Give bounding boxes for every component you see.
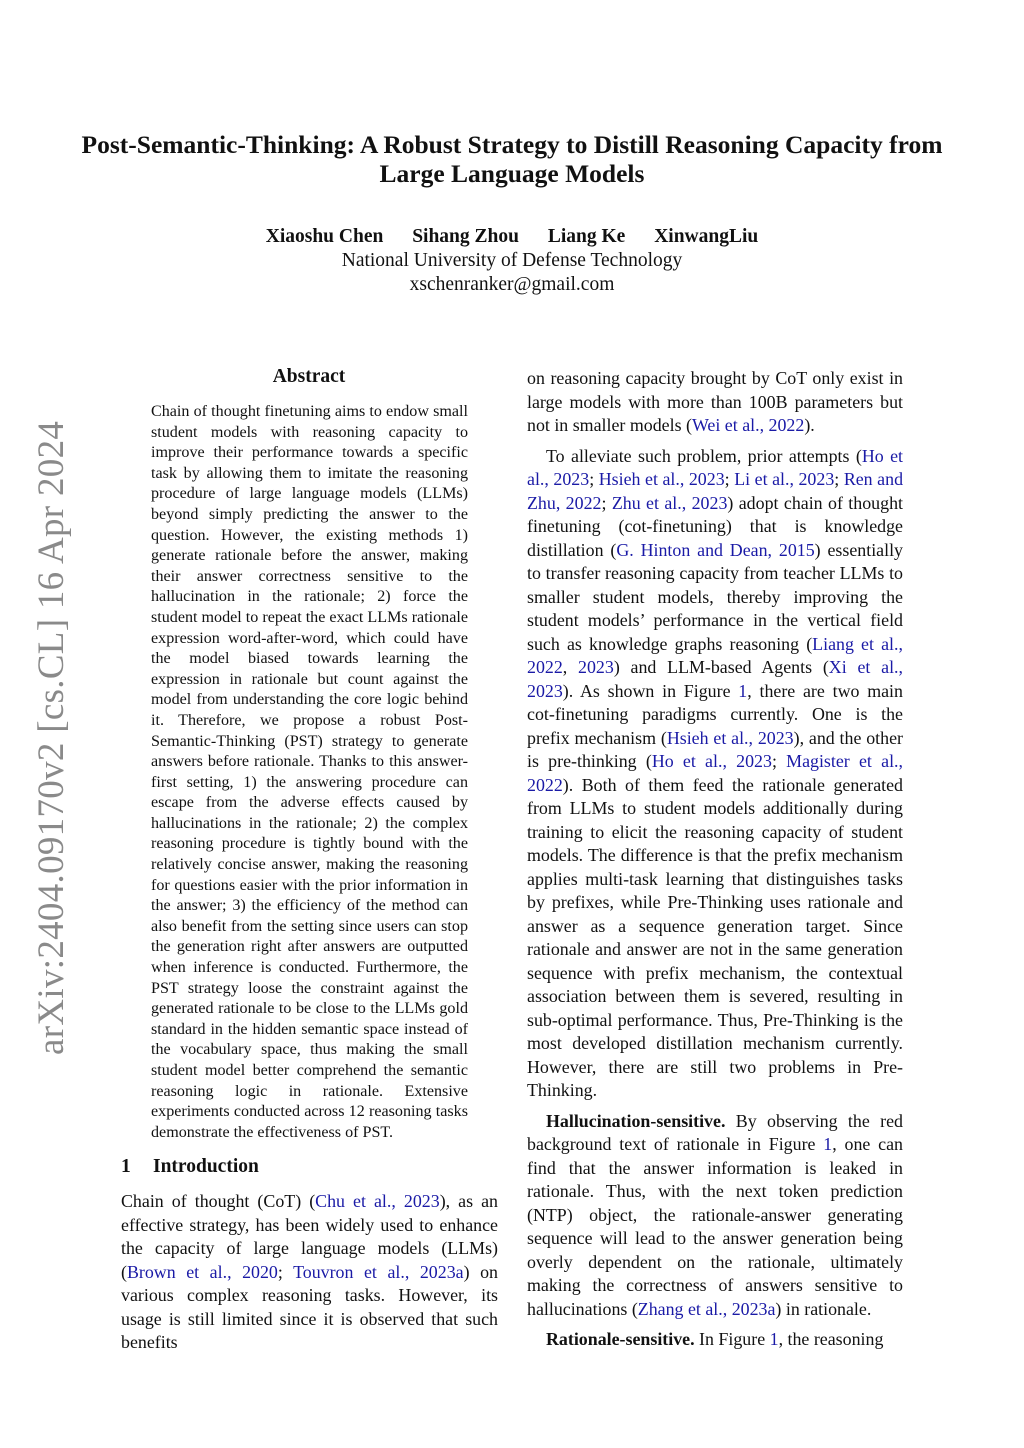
section-heading-introduction: [121, 1156, 259, 1178]
arxiv-identifier-stamp: arXiv:2404.09170v2 [cs.CL] 16 Apr 2024: [31, 420, 72, 1055]
author-name: Xiaoshu Chen: [265, 226, 384, 247]
run-in-heading: Rationale-sensitive.: [546, 1329, 695, 1349]
citation-link[interactable]: Wei et al., 2022: [691, 415, 805, 435]
paragraph: To alleviate such problem, prior attempts (Ho et al., 2023; Hsieh et al., 2023; Li et al., 2023; Ren and Zhu, 2022; Zhu et al., 2023) adopt chain of thought finetuning (cot-finetuning) that is knowledge distillation (G. Hinton and Dean, 2015) essentially to transfer reasoning capacity from teacher LLMs to smaller student models, thereby improving the student models’ performance in the vertical field such as knowledge graphs reasoning (Liang et al., 2022, 2023) and LLM-based Agents (Xi et al., 2023). As shown in Figure 1, there are two main cot-finetuning paradigms currently. One is the prefix mechanism (Hsieh et al., 2023), and the other is pre-thinking (Ho et al., 2023; Magister et al., 2022). Both of them feed the rationale generated from LLMs to student models additionally during training to elicit the reasoning capacity of student models. The difference is that the prefix mechanism applies multi-task learning that distinguishes tasks by prefixes, while Pre-Thinking uses rationale and answer as a sequence generation target. Since rationale and answer are not in the same generation sequence with prefix mechanism, the contextual association between them is severed, resulting in sub-optimal performance. Thus, Pre-Thinking is the most developed distillation mechanism currently. However, there are still two problems in Pre-Thinking.: [527, 445, 904, 1100]
figure-reference-link[interactable]: 1: [769, 1329, 779, 1349]
figure-reference-link[interactable]: 1: [823, 1134, 833, 1154]
abstract-heading: Abstract: [272, 366, 346, 387]
citation-link[interactable]: Hsieh et al., 2023: [666, 727, 794, 748]
citation-link[interactable]: Ho et al., 2023: [651, 751, 772, 771]
citation-link[interactable]: Chu et al., 2023: [315, 1191, 440, 1211]
contact-email[interactable]: xschenranker@gmail.com: [409, 274, 615, 295]
citation-link[interactable]: Li et al., 2023: [734, 469, 835, 489]
author-list: [0, 226, 1024, 248]
right-column: [527, 367, 903, 1352]
author-name: Sihang Zhou: [412, 226, 519, 247]
paragraph: Chain of thought (CoT) (Chu et al., 2023), as an effective strategy, has been widely used to enhance the capacity of large language models (LLMs) (Brown et al., 2020; Touvron et al., 2023a) on various complex reasoning tasks. However, its usage is still limited since it is observed that such benefits: [121, 1191, 498, 1352]
paragraph: on reasoning capacity brought by CoT only exist in large models with more than 100B parameters but not in smaller models (Wei et al., 2022).: [527, 368, 903, 435]
citation-link[interactable]: Xi et al., 2023: [527, 657, 903, 701]
paper-title: Post-Semantic-Thinking: A Robust Strategy to Distill Reasoning Capacity from Large Language Models: [81, 130, 943, 188]
citation-link[interactable]: 2023: [578, 657, 614, 677]
citation-link[interactable]: Zhang et al., 2023a: [637, 1298, 776, 1319]
citation-link[interactable]: Zhu et al., 2023: [611, 492, 728, 513]
citation-link[interactable]: Liang et al., 2022: [527, 633, 903, 677]
citation-link[interactable]: Brown et al., 2020: [126, 1261, 278, 1282]
citation-link[interactable]: G. Hinton and Dean, 2015: [616, 539, 815, 560]
introduction-left-column: [121, 1190, 498, 1355]
paragraph: Rationale-sensitive. In Figure 1, the reasoning: [546, 1329, 884, 1349]
paragraph: Hallucination-sensitive. By observing the red background text of rationale in Figure 1, one can find that the answer information is leaked in rationale. Thus, with the next token prediction (NTP) object, the rationale-answer generating sequence will lead to the answer generation being overly dependent on the rationale, ultimately making the correctness of answers sensitive to hallucinations (Zhang et al., 2023a) in rationale.: [527, 1110, 903, 1319]
section-title: Introduction: [153, 1156, 259, 1177]
author-name: Liang Ke: [547, 226, 626, 247]
citation-link[interactable]: Ho et al., 2023: [527, 445, 903, 489]
citation-link[interactable]: Ren and Zhu, 2022: [527, 469, 904, 513]
affiliation: National University of Defense Technology: [341, 250, 683, 271]
figure-reference-link[interactable]: 1: [738, 680, 748, 701]
author-name: XinwangLiu: [654, 226, 759, 247]
citation-link[interactable]: Touvron et al., 2023a: [293, 1261, 464, 1282]
run-in-heading: Hallucination-sensitive.: [546, 1110, 726, 1131]
citation-link[interactable]: Magister et al., 2022: [527, 751, 903, 795]
section-number: 1: [121, 1156, 131, 1177]
citation-link[interactable]: Hsieh et al., 2023: [598, 469, 725, 489]
abstract-body: Chain of thought finetuning aims to endow small student models with reasoning capacity to improve their performance towards a specific task by allowing them to imitate the reasoning procedure of large language models (LLMs) beyond simply predicting the answer to the question. However, the existing methods 1) generate rationale before the answer, making their answer correctness sensitive to the hallucination in the rationale; 2) force the student model to repeat the exact LLMs rationale expression word-after-word, which could have the model biased towards learning the expression in rationale but count against the model from understanding the core logic behind it. Therefore, we propose a robust Post-Semantic-Thinking (PST) strategy to generate answers before rationale. Thanks to this answer-first setting, 1) the answering procedure can escape from the adverse effects caused by hallucinations in the rationale; 2) the complex reasoning procedure is tightly bound with the relatively concise answer, making the reasoning for questions easier with the prior information in the answer; 3) the efficiency of the method can also benefit from the setting since users can stop the generation right after answers are outputted when inference is conducted. Furthermore, the PST strategy loose the constraint against the generated rationale to be close to the LLMs gold standard in the hidden semantic space instead of the vocabulary space, thus making the small student model better comprehend the semantic reasoning logic in rationale. Extensive experiments conducted across 12 reasoning tasks demonstrate the effectiveness of PST.: [151, 403, 468, 1141]
